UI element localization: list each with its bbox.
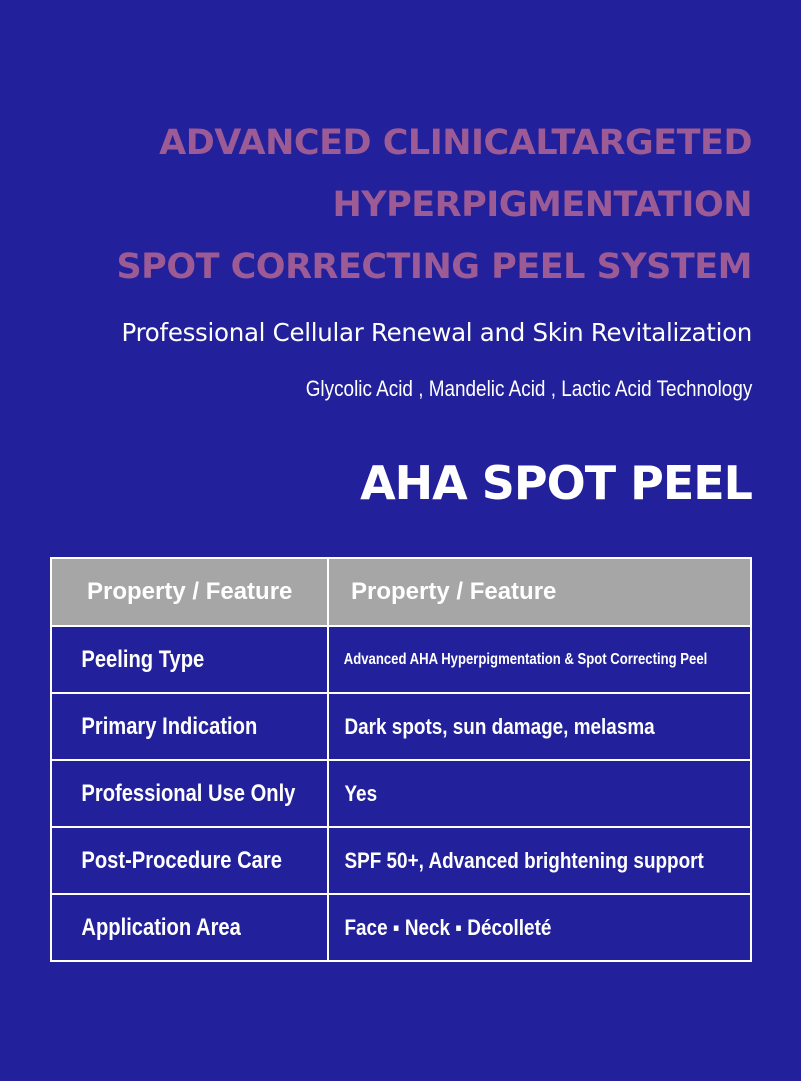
row-value-cell [328, 760, 751, 827]
row-value: Face ▪ Neck ▪ Décolleté [344, 914, 552, 940]
row-label: Peeling Type [81, 645, 205, 673]
headline-line-2: HYPERPIGMENTATION [332, 185, 752, 225]
table-row [51, 626, 751, 693]
headline [116, 112, 752, 298]
row-value-cell [328, 693, 751, 760]
row-label-cell [51, 760, 328, 827]
table-row [51, 894, 751, 961]
row-value-cell [328, 894, 751, 961]
row-value: SPF 50+, Advanced brightening support [344, 847, 704, 873]
subtitle: Professional Cellular Renewal and Skin Revitalization [121, 318, 752, 347]
table-row [51, 827, 751, 894]
table-row [51, 760, 751, 827]
technology-line: Glycolic Acid , Mandelic Acid , Lactic Acid Technology [305, 376, 752, 401]
row-label: Post-Procedure Care [81, 846, 282, 874]
product-name: AHA SPOT PEEL [360, 456, 752, 510]
headline-line-3: SPOT CORRECTING PEEL SYSTEM [116, 247, 752, 287]
table-row [51, 693, 751, 760]
row-label-cell [51, 894, 328, 961]
table-header-feature: Property / Feature [328, 558, 751, 626]
row-value: Advanced AHA Hyperpigmentation & Spot Correcting Peel [343, 650, 708, 668]
row-label: Application Area [81, 913, 241, 941]
row-label: Professional Use Only [81, 779, 296, 807]
spec-table [50, 557, 752, 962]
row-label-cell [51, 693, 328, 760]
table-header-row [51, 558, 751, 626]
table-header-property: Property / Feature [51, 558, 328, 626]
row-value-cell [328, 626, 751, 693]
row-label: Primary Indication [81, 712, 258, 740]
row-value-cell [328, 827, 751, 894]
row-label-cell [51, 626, 328, 693]
row-value: Dark spots, sun damage, melasma [344, 713, 655, 739]
headline-line-1: ADVANCED CLINICALTARGETED [159, 123, 752, 163]
row-value: Yes [344, 780, 378, 806]
row-label-cell [51, 827, 328, 894]
